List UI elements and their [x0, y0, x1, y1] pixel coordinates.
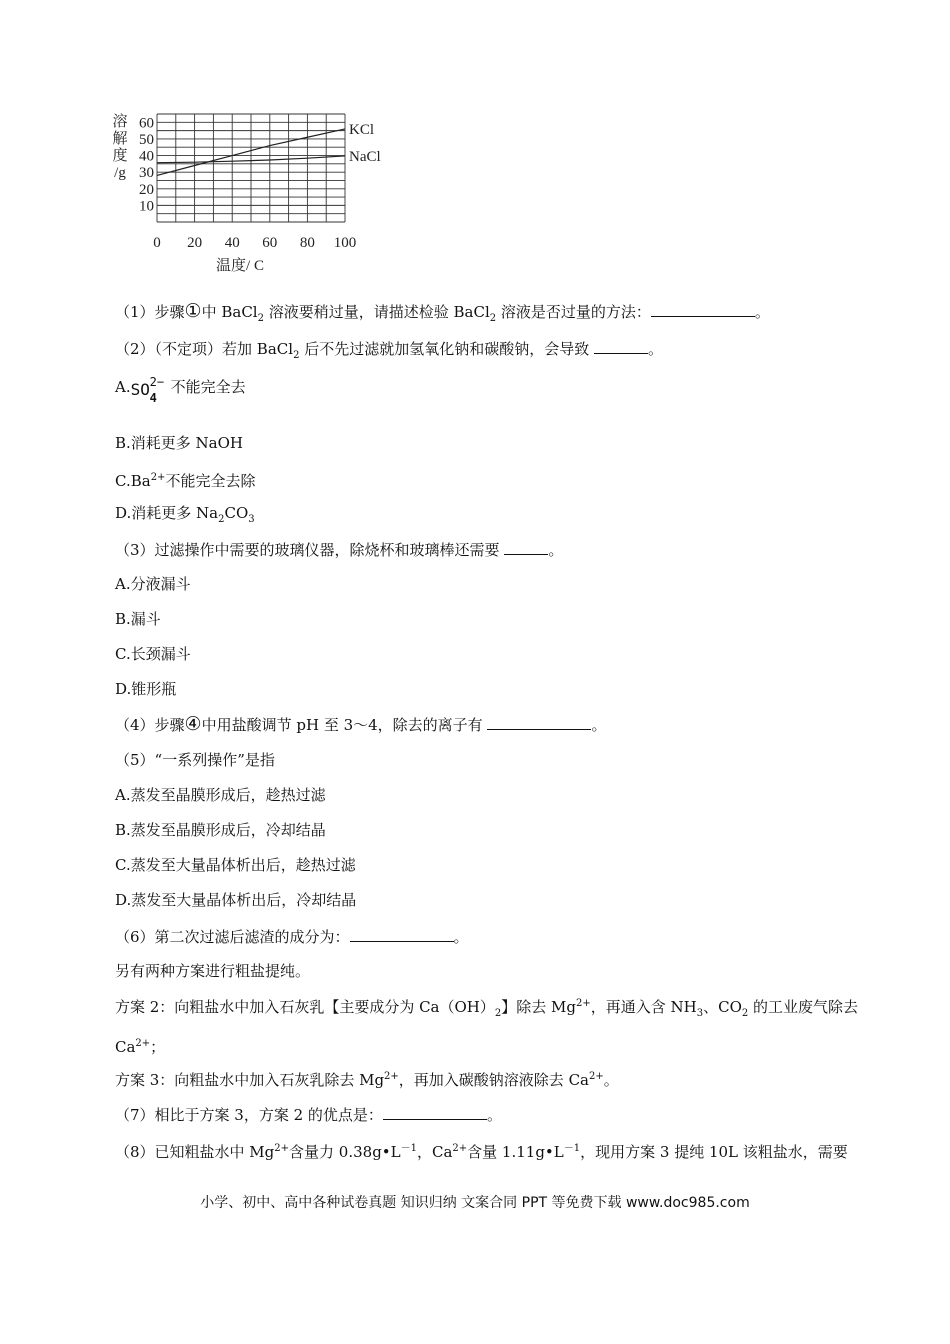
solubility-chart	[100, 104, 420, 279]
question-2: （2）（不定项）若加 BaCl$_2$ 后不先过滤就加氢氧化钠和碳酸钠，会导致 。	[115, 337, 663, 367]
question-6: （6）第二次过滤后滤渣的成分为： 。	[115, 925, 469, 948]
answer-blank-6[interactable]	[350, 925, 454, 942]
q3-option-a[interactable]: A.分液漏斗	[115, 575, 191, 593]
answer-blank-7[interactable]	[383, 1103, 487, 1120]
question-3: （3）过滤操作中需要的玻璃仪器，除烧杯和玻璃棒还需要 。	[115, 538, 563, 561]
answer-blank-4[interactable]	[487, 713, 591, 730]
y-tick-label: 50	[139, 131, 154, 148]
q3-option-b[interactable]: B.漏斗	[115, 610, 161, 628]
q2-option-b[interactable]: B.消耗更多 NaOH	[115, 434, 244, 452]
question-4: （4）步骤④中用盐酸调节 pH 至 3～4，除去的离子有 。	[115, 713, 607, 735]
intro-text: 另有两种方案进行粗盐提纯。	[115, 962, 311, 980]
y-tick-label: 60	[139, 115, 154, 132]
sulfate-ion: SO 2− 4	[130, 375, 165, 405]
q5-option-a[interactable]: A.蒸发至晶膜形成后，趁热过滤	[115, 786, 326, 804]
answer-blank-1[interactable]	[651, 300, 755, 317]
series-label-nacl: NaCl	[349, 148, 381, 165]
question-5: （5）“一系列操作”是指	[115, 751, 275, 769]
x-tick-label: 80	[299, 235, 315, 251]
y-label-char: 解	[112, 131, 128, 147]
q3-option-d[interactable]: D.锥形瓶	[115, 680, 177, 698]
question-8: （8）已知粗盐水中 $Mg^{2+}$含量力 $0.38g•L^{-1}$，$Ca^{2+}$含量 $1.11g•L^{-1}$，现用方案 3 提纯 10L 该粗盐水，需要	[115, 1143, 848, 1161]
x-tick-label: 40	[224, 235, 240, 251]
q5-option-b[interactable]: B.蒸发至晶膜形成后，冷却结晶	[115, 821, 326, 839]
q5-option-d[interactable]: D.蒸发至大量晶体析出后，冷却结晶	[115, 891, 357, 909]
y-tick-labels	[139, 115, 154, 214]
y-tick-label: 40	[139, 148, 154, 165]
q5-option-c[interactable]: C.蒸发至大量晶体析出后，趁热过滤	[115, 856, 356, 874]
series-label-kcl: KCl	[349, 121, 375, 138]
x-tick-label: 60	[262, 235, 278, 251]
y-label-char: 溶	[112, 114, 128, 130]
x-tick-label: 0	[153, 235, 161, 251]
x-tick-label: 20	[187, 235, 203, 251]
question-7: （7）相比于方案 3，方案 2 的优点是： 。	[115, 1103, 502, 1126]
page-footer: 小学、初中、高中各种试卷真题 知识归纳 文案合同 PPT 等免费下载 www.doc985.com	[200, 1195, 750, 1211]
q2-option-d[interactable]: D.消耗更多 $Na_2CO_3$	[115, 504, 255, 525]
plan-3: 方案 3：向粗盐水中加入石灰乳除去 $Mg^{2+}$，再加入碳酸钠溶液除去 $Ca^{2+}$。	[115, 1071, 619, 1089]
answer-blank-3[interactable]	[504, 538, 548, 555]
chart-series	[157, 122, 381, 176]
y-tick-label: 30	[139, 165, 154, 182]
q2-option-a[interactable]: A. SO 2− 4 不能完全去	[115, 375, 246, 405]
q3-option-c[interactable]: C.长颈漏斗	[115, 645, 191, 663]
answer-blank-2[interactable]	[594, 337, 648, 354]
plan-2: 方案 2：向粗盐水中加入石灰乳【主要成分为 $Ca(OH)_2$】除去 $Mg^{2+}$，再通入含 $NH_3$、$CO_2$ 的工业废气除去 $Ca^{2+}$；	[115, 998, 859, 1056]
y-tick-label: 20	[139, 181, 154, 198]
x-axis-label: 温度/ C	[216, 258, 264, 274]
q2-option-c[interactable]: $C.Ba^{2+}$不能完全去除	[115, 472, 256, 490]
y-label-char: /g	[114, 165, 126, 181]
question-1: （1）步骤①中 BaCl$_2$ 溶液要稍过量，请描述检验 BaCl$_2$ 溶液是否过量的方法： 。	[115, 300, 770, 324]
x-tick-labels	[153, 235, 356, 251]
x-tick-label: 100	[333, 235, 357, 251]
y-label-char: 度	[112, 148, 128, 164]
y-axis-label	[112, 113, 127, 181]
y-tick-label: 10	[139, 198, 154, 215]
